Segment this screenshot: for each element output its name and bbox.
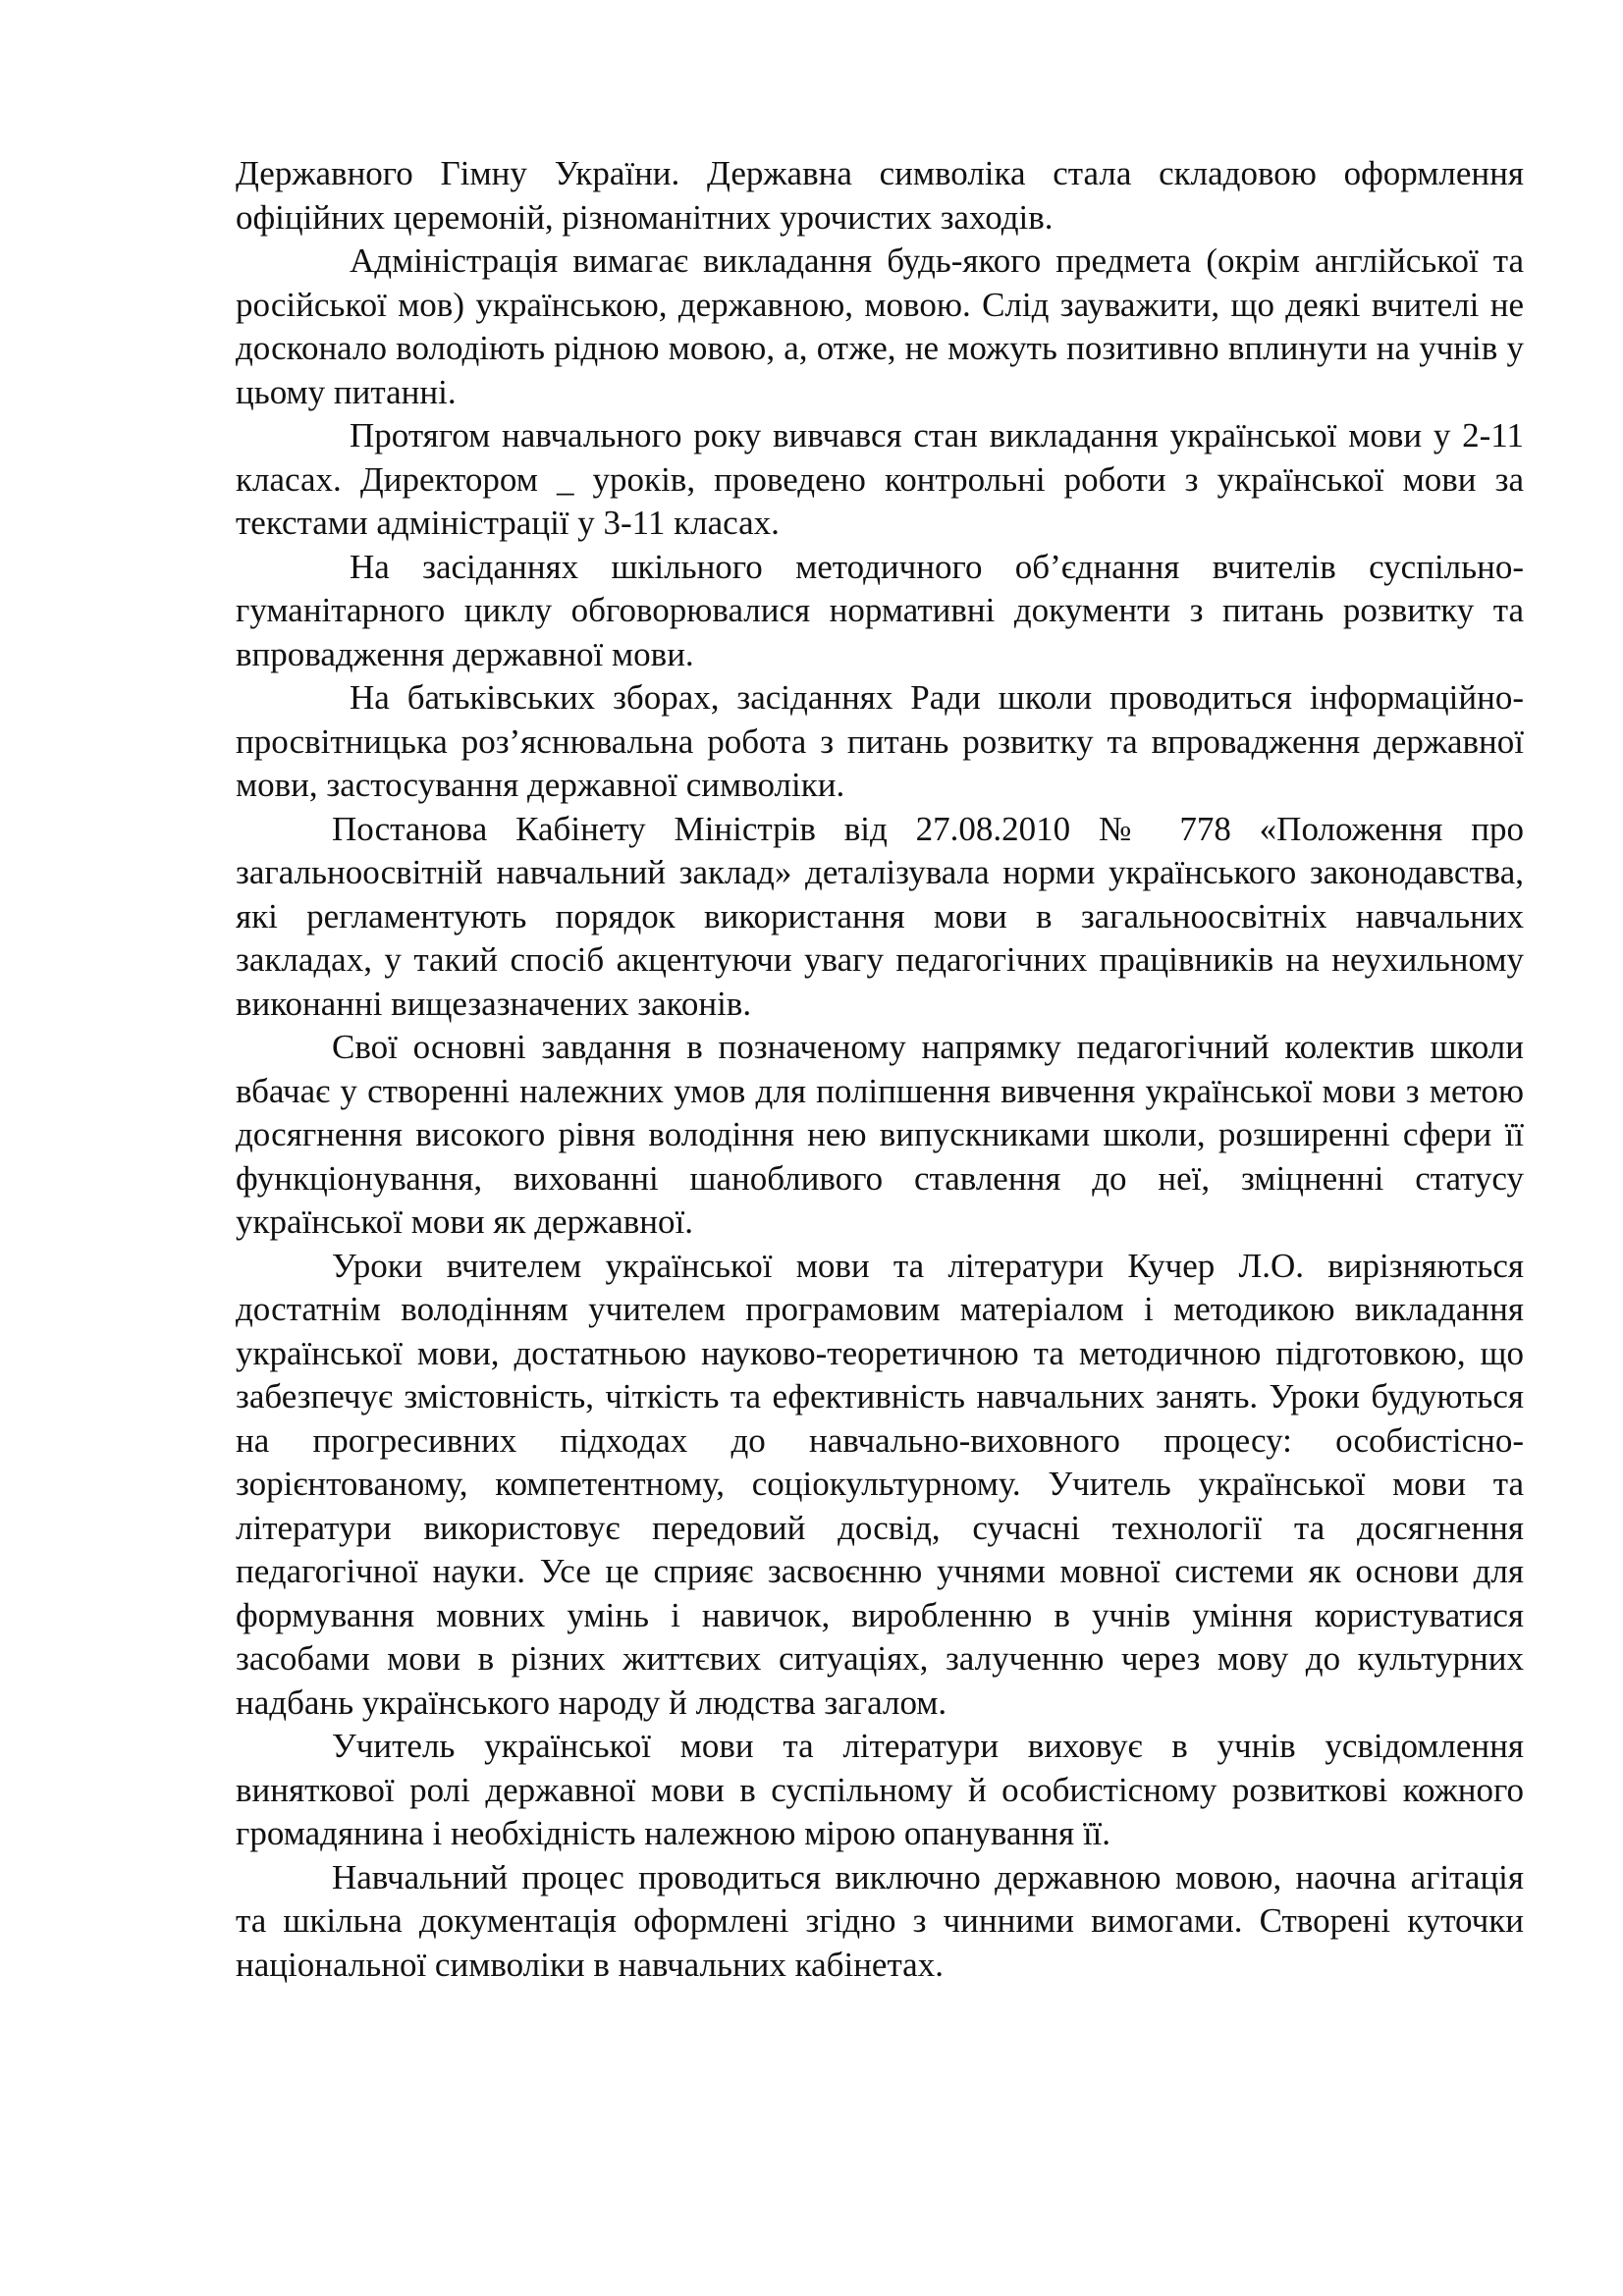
paragraph: На батьківських зборах, засіданнях Ради школи проводиться інформаційно-просвітницька роз’яснювальна робота з питань розвитку та впровадження державної мови, застосування державної символіки.	[236, 678, 1524, 804]
paragraph: Свої основні завдання в позначеному напрямку педагогічний колектив школи вбачає у створенні належних умов для поліпшення вивчення української мови з метою досягнення високого рівня володіння нею випускниками школи, розширенні сфери її функціонування, вихованні шанобливого ставлення до неї, зміцненні статусу української мови як державної.	[236, 1028, 1524, 1241]
paragraph: Уроки вчителем української мови та літератури Кучер Л.О. вирізняються достатнім володінням учителем програмовим матеріалом і методикою викладання української мови, достатньою науково-теоретичною та методичною підготовкою, що забезпечує змістовність, чіткість та ефективність навчальних занять. Уроки будуються на прогресивних підходах до навчально-виховного процесу: особистісно-зорієнтованому, компетентному, соціокультурному. Учитель української мови та літератури використовує передовий досвід, сучасні технології та досягнення педагогічної науки. Усе це сприяє засвоєнню учнями мовної системи як основи для формування мовних умінь і навичок, виробленню в учнів уміння користуватися засобами мови в різних життєвих ситуаціях, залученню через мову до культурних надбань українського народу й людства загалом.	[236, 1246, 1524, 1722]
paragraph: Постанова Кабінету Міністрів від 27.08.2010 № 778 «Положення про загальноосвітній навчальний заклад» деталізувала норми українського законодавства, які регламентують порядок використання мови в загальноосвітніх навчальних закладах, у такий спосіб акцентуючи увагу педагогічних працівників на неухильному виконанні вищезазначених законів.	[236, 809, 1524, 1023]
paragraph: Навчальний процес проводиться виключно державною мовою, наочна агітація та шкільна документація оформлені згідно з чинними вимогами. Створені куточки національної символіки в навчальних кабінетах.	[236, 1857, 1524, 1984]
paragraph: Протягом навчального року вивчався стан викладання української мови у 2-11 класах. Директором _ уроків, проведено контрольні роботи з української мови за текстами адміністрації у 3-11 класах.	[236, 416, 1524, 542]
paragraph: Учитель української мови та літератури виховує в учнів усвідомлення виняткової ролі державної мови в суспільному й особистісному розвиткові кожного громадянина і необхідність належною мірою опанування її.	[236, 1727, 1524, 1852]
paragraph: На засіданнях шкільного методичного об’єднання вчителів суспільно-гуманітарного циклу обговорювалися нормативні документи з питань розвитку та впровадження державної мови.	[236, 547, 1524, 673]
paragraph: Державного Гімну України. Державна символіка стала складовою оформлення офіційних церемоній, різноманітних урочистих заходів.	[236, 154, 1524, 237]
document-body	[236, 152, 1524, 1987]
paragraph: Адміністрація вимагає викладання будь-якого предмета (окрім англійської та російської мов) українською, державною, мовою. Слід зауважити, що деякі вчителі не досконало володіють рідною мовою, а, отже, не можуть позитивно вплинути на учнів у цьому питанні.	[236, 241, 1524, 411]
